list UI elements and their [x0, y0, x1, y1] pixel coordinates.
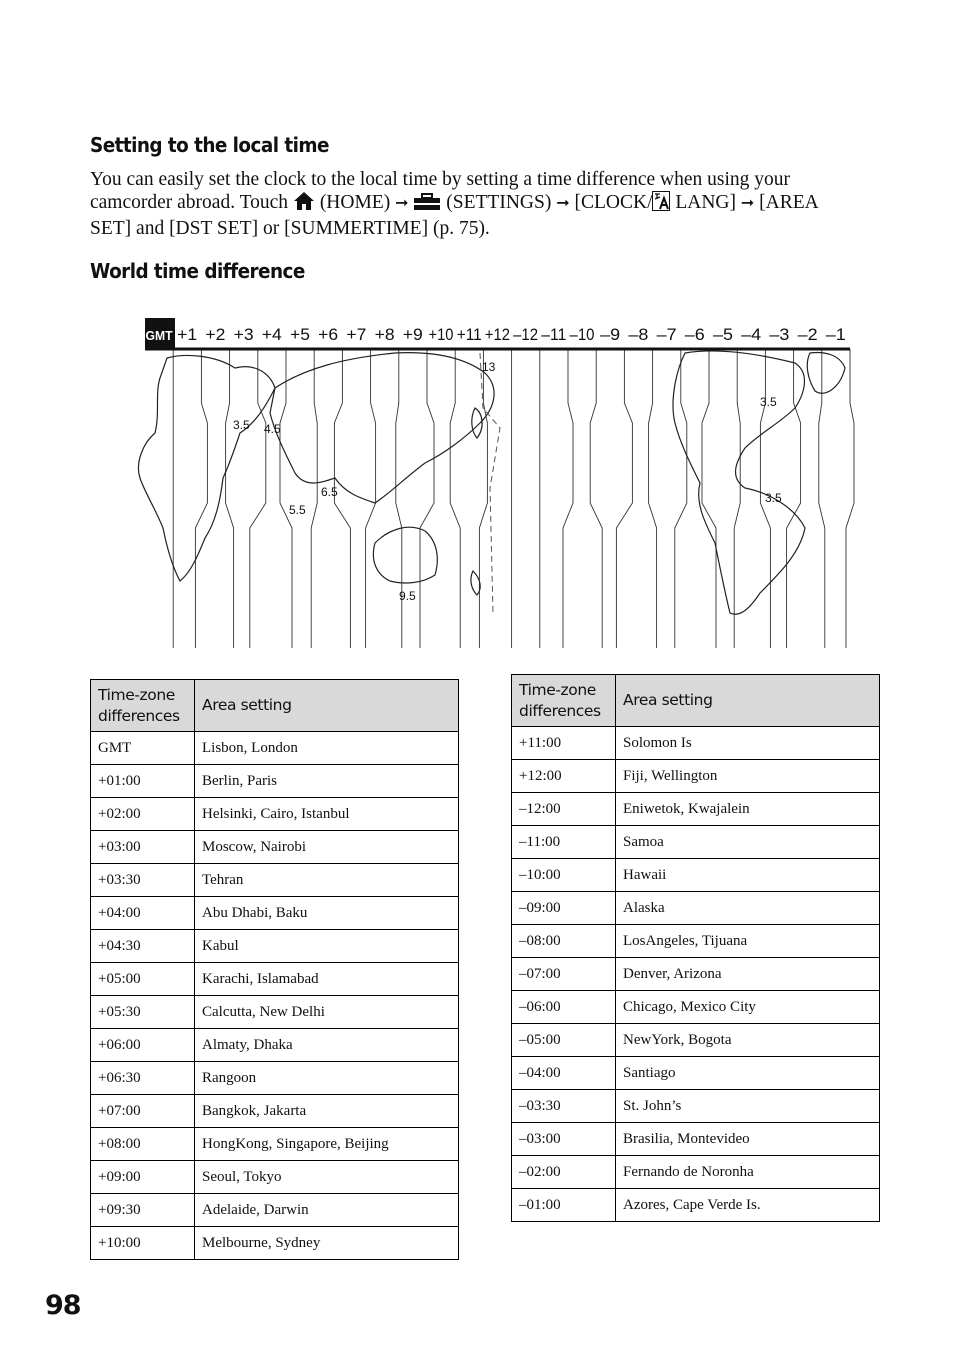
header-time-zone: Time-zone differences [512, 675, 616, 727]
time-zone-cell: –11:00 [512, 826, 616, 859]
clock-label-a: [CLOCK/ [574, 192, 653, 213]
arrow-icon: ➞ [556, 193, 570, 212]
time-zone-cell: +10:00 [91, 1227, 195, 1260]
region-label: 3.5 [760, 395, 777, 409]
time-zone-cell: –08:00 [512, 925, 616, 958]
zone-boundary-line [396, 349, 402, 648]
home-label: (HOME) [319, 192, 391, 213]
americas-outline [673, 351, 805, 614]
zone-boundary-line [450, 349, 460, 648]
area-setting-cell: Lisbon, London [195, 732, 459, 765]
zone-label: –8 [628, 325, 649, 344]
area-setting-cell: Chicago, Mexico City [616, 991, 880, 1024]
area-setting-cell: Eniwetok, Kwajalein [616, 793, 880, 826]
time-zone-cell: –03:30 [512, 1090, 616, 1123]
zone-boundary-line [649, 349, 657, 648]
time-zone-cell: –09:00 [512, 892, 616, 925]
zone-boundary-line [195, 349, 207, 648]
area-setting-cell: NewYork, Bogota [616, 1024, 880, 1057]
table-row [91, 963, 459, 996]
zone-label: +9 [402, 325, 423, 344]
area-setting-cell: Seoul, Tokyo [195, 1161, 459, 1194]
table-row [91, 1062, 459, 1095]
table-row [512, 760, 880, 793]
zone-boundary-line [563, 349, 573, 648]
time-zone-cell: +05:30 [91, 996, 195, 1029]
table-row [91, 897, 459, 930]
table-header-row [91, 680, 459, 732]
time-zone-cell: –04:00 [512, 1057, 616, 1090]
zone-label: +3 [233, 325, 254, 344]
table-row [512, 727, 880, 760]
zone-boundary-line [734, 349, 740, 648]
zone-label: +12 [484, 325, 510, 344]
region-label: 9.5 [399, 589, 416, 603]
time-zone-cell: +09:00 [91, 1161, 195, 1194]
area-setting-cell: Hawaii [616, 859, 880, 892]
table-row [91, 1128, 459, 1161]
zone-label: –11 [541, 325, 567, 344]
zone-label: +6 [318, 325, 339, 344]
header-time-zone: Time-zone differences [91, 680, 195, 732]
text-intro: You can easily set the clock to the local time by setting a time difference when using your camcorder abroad. Touch [90, 169, 791, 213]
zone-label: –4 [741, 325, 762, 344]
table-row [91, 1095, 459, 1128]
table-row [91, 732, 459, 765]
time-zone-cell: +11:00 [512, 727, 616, 760]
zone-boundary-line [250, 349, 266, 648]
zone-label: +5 [290, 325, 310, 344]
area-setting-cell: Alaska [616, 892, 880, 925]
table-header-row [512, 675, 880, 727]
time-zone-cell: –02:00 [512, 1156, 616, 1189]
arrow-icon: ➞ [395, 193, 409, 212]
zone-boundary-line [311, 349, 317, 648]
zone-boundary-line [787, 349, 801, 648]
page-number: 98 [45, 1290, 81, 1321]
zone-label: –7 [656, 325, 677, 344]
area-setting-cell: Santiago [616, 1057, 880, 1090]
world-time-zone-map [105, 313, 855, 648]
time-zone-cell: GMT [91, 732, 195, 765]
zone-label: +2 [205, 325, 226, 344]
table-row [91, 798, 459, 831]
new-zealand-outline [471, 571, 480, 595]
table-row [91, 864, 459, 897]
area-setting-cell: Samoa [616, 826, 880, 859]
area-setting-cell: Abu Dhabi, Baku [195, 897, 459, 930]
zone-label: –9 [600, 325, 621, 344]
home-icon [293, 191, 315, 217]
area-setting-cell: Berlin, Paris [195, 765, 459, 798]
table-row [512, 958, 880, 991]
asia-outline [270, 353, 494, 503]
time-zone-cell: –07:00 [512, 958, 616, 991]
language-icon [652, 191, 670, 217]
zone-label: –5 [713, 325, 733, 344]
table-row [91, 1227, 459, 1260]
table-row [512, 1123, 880, 1156]
table-row [512, 1189, 880, 1222]
table-row [91, 1161, 459, 1194]
area-setting-cell: Solomon Is [616, 727, 880, 760]
table-row [512, 892, 880, 925]
zone-labels [146, 325, 846, 344]
region-label: 3.5 [233, 418, 250, 432]
australia-outline [373, 527, 437, 583]
time-zone-cell: –12:00 [512, 793, 616, 826]
time-zone-cell: +04:30 [91, 930, 195, 963]
zone-boundary-line [616, 349, 632, 648]
area-setting-cell: Brasilia, Montevideo [616, 1123, 880, 1156]
time-zone-cell: –01:00 [512, 1189, 616, 1222]
zone-label: +1 [177, 325, 198, 344]
area-setting-cell: Denver, Arizona [616, 958, 880, 991]
time-zone-table-left [90, 679, 459, 1260]
area-setting-cell: Tehran [195, 864, 459, 897]
table-row [91, 1194, 459, 1227]
area-setting-cell: Adelaide, Darwin [195, 1194, 459, 1227]
zone-label: –3 [769, 325, 790, 344]
text-area-set: [AREA SET] and [DST SET] or [SUMMERTIME] (p. 75). [90, 192, 818, 239]
zone-label: –10 [569, 325, 595, 344]
region-label: 13 [482, 360, 496, 374]
table-row [91, 1029, 459, 1062]
time-zone-cell: –06:00 [512, 991, 616, 1024]
zone-boundary-line [366, 349, 376, 648]
arrow-icon: ➞ [740, 193, 755, 212]
time-zone-cell: +09:30 [91, 1194, 195, 1227]
table-row [91, 765, 459, 798]
table-row [91, 831, 459, 864]
table-row [512, 991, 880, 1024]
area-setting-cell: Moscow, Nairobi [195, 831, 459, 864]
area-setting-cell: Melbourne, Sydney [195, 1227, 459, 1260]
toolbox-icon [413, 193, 441, 217]
area-setting-cell: HongKong, Singapore, Beijing [195, 1128, 459, 1161]
area-setting-cell: St. John’s [616, 1090, 880, 1123]
area-setting-cell: Almaty, Dhaka [195, 1029, 459, 1062]
time-zone-cell: +05:00 [91, 963, 195, 996]
header-area-setting: Area setting [616, 675, 880, 727]
table-row [512, 1057, 880, 1090]
local-time-paragraph [90, 168, 860, 240]
time-zone-cell: +04:00 [91, 897, 195, 930]
zone-boundary-line [280, 349, 292, 648]
zone-label: –12 [513, 325, 539, 344]
region-label: 5.5 [289, 503, 306, 517]
area-setting-cell: Helsinki, Cairo, Istanbul [195, 798, 459, 831]
heading-world-time: World time difference [90, 259, 305, 283]
zone-label: +11 [456, 325, 482, 344]
time-zone-cell: +03:00 [91, 831, 195, 864]
time-zone-cell: +02:00 [91, 798, 195, 831]
header-area-setting: Area setting [195, 680, 459, 732]
area-setting-cell: Kabul [195, 930, 459, 963]
clock-label-b: LANG] [675, 192, 737, 213]
time-zone-cell: +03:30 [91, 864, 195, 897]
time-zone-cell: –03:00 [512, 1123, 616, 1156]
time-zone-cell: +07:00 [91, 1095, 195, 1128]
area-setting-cell: Calcutta, New Delhi [195, 996, 459, 1029]
table-row [512, 1156, 880, 1189]
area-setting-cell: Fiji, Wellington [616, 760, 880, 793]
region-label: 6.5 [321, 485, 338, 499]
table-row [512, 793, 880, 826]
zone-boundary-line [590, 349, 602, 648]
zone-boundary-line [675, 349, 687, 648]
time-zone-table-right [511, 674, 880, 1222]
time-zone-cell: –10:00 [512, 859, 616, 892]
zone-label: +8 [374, 325, 395, 344]
area-setting-cell: Rangoon [195, 1062, 459, 1095]
zone-label: GMT [145, 328, 173, 343]
time-zone-cell: +12:00 [512, 760, 616, 793]
zone-label: –2 [797, 325, 818, 344]
zone-boundary-line [420, 349, 434, 648]
time-zone-cell: +06:00 [91, 1029, 195, 1062]
africa-europe-outline [138, 355, 275, 581]
region-label: 4.5 [264, 422, 281, 436]
zone-boundary-line [479, 349, 487, 648]
time-zone-cell: +08:00 [91, 1128, 195, 1161]
table-row [512, 1090, 880, 1123]
table-row [512, 1024, 880, 1057]
area-setting-cell: Karachi, Islamabad [195, 963, 459, 996]
region-label: 3.5 [765, 491, 782, 505]
table-row [512, 826, 880, 859]
area-setting-cell: Bangkok, Jakarta [195, 1095, 459, 1128]
zone-label: +7 [346, 325, 367, 344]
zone-label: +4 [261, 325, 282, 344]
area-setting-cell: Fernando de Noronha [616, 1156, 880, 1189]
heading-local-time: Setting to the local time [90, 133, 329, 157]
continents [138, 351, 845, 614]
zone-label: –1 [825, 325, 846, 344]
zone-label: +10 [428, 325, 454, 344]
settings-label: (SETTINGS) [446, 192, 552, 213]
zone-boundary-line [846, 349, 854, 648]
area-setting-cell: Azores, Cape Verde Is. [616, 1189, 880, 1222]
table-row [91, 996, 459, 1029]
greenland-outline [807, 353, 845, 394]
time-zone-cell: +06:30 [91, 1062, 195, 1095]
zone-boundary-line [226, 349, 234, 648]
time-zone-cell: +01:00 [91, 765, 195, 798]
table-row [512, 925, 880, 958]
time-zone-cell: –05:00 [512, 1024, 616, 1057]
table-row [512, 859, 880, 892]
zone-label: –6 [684, 325, 705, 344]
area-setting-cell: LosAngeles, Tijuana [616, 925, 880, 958]
zone-boundary-line [702, 349, 716, 648]
table-row [91, 930, 459, 963]
